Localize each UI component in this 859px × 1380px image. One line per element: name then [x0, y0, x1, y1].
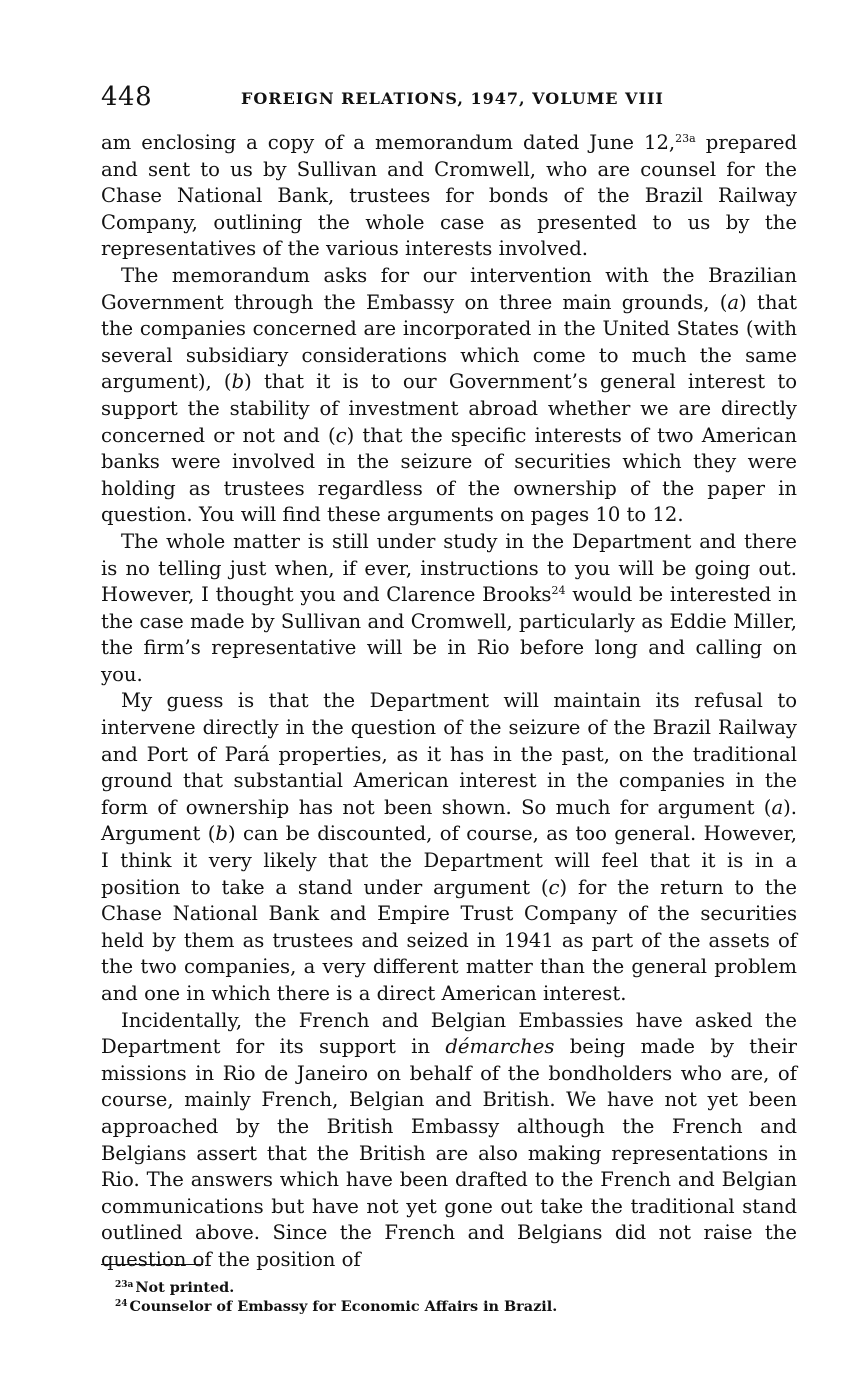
- footnote-ref-23a: 23a: [675, 132, 696, 145]
- paragraph-5: Incidentally, the French and Belgian Embassies have asked the Department for its support in démarches being made by their missions in Rio de Janeiro on behalf of the bondholders who are, of course, mainly French, Belgian and British. We have not yet been approached by the British Embassy although the French and Belgians assert that the British are also making representations in Rio. The answers which have been drafted to the French and Belgian communications but have not yet gone out take the traditional stand outlined above. Since the French and Belgians did not raise the question of the position of: [101, 1008, 797, 1271]
- footnote-text: Not printed.: [135, 1279, 235, 1296]
- footnote-mark: 24: [115, 1299, 128, 1309]
- footnote-23a: [115, 1278, 795, 1297]
- paragraph-2: The memorandum asks for our intervention with the Brazilian Government through the Embassy on three main grounds, (a) that the companies concerned are incorporated in the United States (with several subsidiary considerations which come to much the same argument), (b) that it is to our Government’s general interest to support the stability of investment abroad whether we are directly concerned or not and (c) that the specific interests of two American banks were involved in the seizure of securities which they were holding as trustees regardless of the ownership of the paper in question. You will find these arguments on pages 10 to 12.: [101, 263, 798, 527]
- footnote-ref-24: 24: [551, 584, 566, 598]
- running-head: FOREIGN RELATIONS, 1947, VOLUME VIII: [241, 89, 664, 108]
- page-header: [101, 82, 796, 116]
- footnote-24: [115, 1297, 795, 1316]
- footnote-text: Counselor of Embassy for Economic Affairs in Brazil.: [129, 1298, 558, 1315]
- footnote-mark: 23a: [115, 1280, 134, 1290]
- footnote-divider: [101, 1264, 203, 1265]
- footnotes: [115, 1278, 795, 1316]
- paragraph-4: My guess is that the Department will maintain its refusal to intervene directly in the question of the seizure of the Brazil Railway and Port of Pará properties, as it has in the past, on the traditional ground that substantial American interest in the companies in the form of ownership has not been shown. So much for argument (a). Argument (b) can be discounted, of course, as too general. However, I think it very likely that the Department will feel that it is in a position to take a stand under argument (c) for the return to the Chase National Bank and Empire Trust Company of the securities held by them as trustees and seized in 1941 as part of the assets of the two companies, a very different matter than the general problem and one in which there is a direct American interest.: [101, 689, 797, 1005]
- body-text: [101, 130, 797, 1274]
- paragraph-1: am enclosing a copy of a memorandum dated June 12,$^{23a}$ prepared and sent to us by Sullivan and Cromwell, who are counsel for the Chase National Bank, trustees for bonds of the Brazil Railway Company, outlining the whole case as presented to us by the representatives of the various interests involved.: [101, 131, 798, 261]
- page-number: 448: [101, 82, 153, 112]
- paragraph-3: The whole matter is still under study in the Department and there is no telling just when, if ever, instructions to you will be going out. However, I thought you and Clarence Brooks$^{24}$ would be interested in the case made by Sullivan and Cromwell, particularly as Eddie Miller, the firm’s representative will be in Rio before long and calling on you.: [101, 529, 797, 686]
